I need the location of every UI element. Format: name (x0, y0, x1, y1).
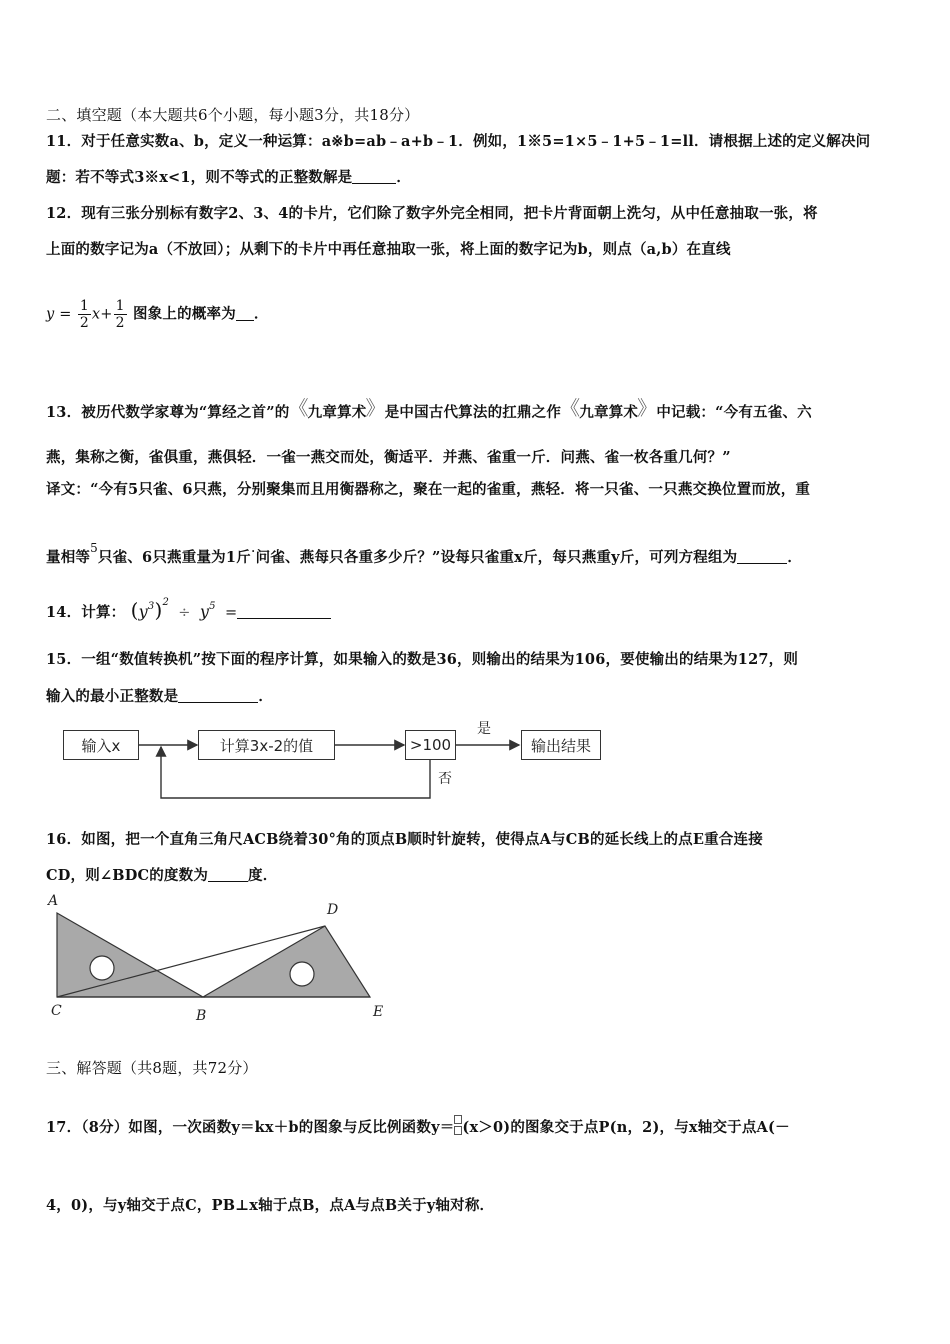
point-d-label: D (327, 902, 339, 918)
line-equation-x: x+ (91, 306, 113, 323)
flow-output-label: 输出结果 (530, 736, 591, 755)
section-heading: 三、解答题（共8题，共72分） (46, 1059, 258, 1077)
q15-text: 输入的最小正整数是 (46, 688, 179, 705)
q15-line1: 15．一组“数值转换机”按下面的程序计算，如果输入的数是36，则输出的结果为106，要使输出的结果为127，则 (46, 651, 799, 668)
section-heading: 二、填空题（本大题共6个小题，每小题3分，共18分） (46, 106, 420, 124)
q13-text-b: 只雀、6只燕重量为1斤 (97, 549, 251, 566)
triangle-dbe (203, 926, 370, 997)
q13-line1 (46, 392, 812, 422)
exponent: 3 (147, 601, 155, 612)
flow-input-label: 输入x (81, 736, 121, 755)
q13-line4: 量相等$^5$只雀、6只燕重量为1斤·问雀、燕每只各重多少斤？”设每只雀重x斤，每只燕重y斤，可列方程组为 ． (46, 541, 803, 566)
segment-cd (57, 926, 325, 997)
q12-line3 (46, 298, 269, 331)
q13-text-c: 问雀、燕每只各重多少斤？”设每只雀重x斤，每只燕重y斤，可列方程组为 (255, 549, 738, 566)
book-bracket-close: 》 (637, 396, 658, 420)
frac-num: 1 (79, 298, 89, 314)
q17-text-b: (x＞0)的图象交于点P(n，2)，与x轴交于点A(－ (462, 1119, 790, 1136)
point-a-label: A (48, 893, 59, 909)
stray-mark: 5 (90, 541, 98, 555)
answer-blank (237, 604, 331, 619)
q11-tail: ． (396, 169, 412, 186)
q14-label: 14．计算： (46, 604, 126, 621)
q13-text-a: 量相等 (46, 549, 91, 566)
answer-blank (352, 169, 396, 184)
book-title: 九章算术 (579, 404, 639, 421)
point-c-label: C (51, 1003, 62, 1019)
fraction-half (78, 298, 91, 331)
flow-condition-box (405, 730, 456, 760)
q12-tail: ． (253, 305, 269, 323)
frac-den: 2 (115, 315, 125, 331)
triangle-hole-left (90, 956, 114, 980)
flow-input-box (63, 730, 139, 760)
q11-text: 题：若不等式3※x<1，则不等式的正整数解是 (46, 169, 353, 186)
book-title: 九章算术 (307, 404, 367, 421)
exponent: 2 (162, 597, 170, 608)
q12-text: 图象上的概率为 (133, 305, 236, 323)
exponent: 5 (209, 601, 216, 612)
q11-line2 (46, 166, 411, 187)
point-e-label: E (373, 1004, 384, 1020)
answer-blank (236, 306, 254, 321)
q16-text: CD，则∠BDC的度数为 (46, 867, 209, 884)
q14-line (46, 597, 331, 622)
book-bracket-open: 《 (288, 396, 309, 420)
q17-line1 (46, 1114, 790, 1137)
equals-sign: = (224, 605, 238, 621)
divide-symbol: ÷ (178, 605, 191, 621)
power-expression: $(y^3)^2$ (130, 597, 170, 622)
flow-output-box (521, 730, 601, 760)
flow-condition-label: >100 (409, 736, 452, 754)
book-bracket-close: 》 (365, 396, 386, 420)
book-bracket-open: 《 (560, 396, 581, 420)
q12-line1: 12．现有三张分别标有数字2、3、4的卡片，它们除了数字外完全相同，把卡片背面朝上洗匀，从中任意抽取一张，将 (46, 205, 818, 222)
q13-text-c: 中记载：“今有五雀、六 (656, 404, 812, 421)
line-equation-lhs: y = (46, 306, 72, 323)
power-expression-2 (200, 602, 216, 621)
q16-line1: 16．如图，把一个直角三角尺ACB绕着30°角的顶点B顺时针旋转，使得点A与CB的延长线上的点E重合连接 (46, 831, 763, 848)
q13-line3: 译文：“今有5只雀、6只燕，分别聚集而且用衡器称之，聚在一起的雀重，燕轻．将一只雀、一只燕交换位置而放，重 (46, 481, 811, 498)
frac-den: 2 (79, 315, 89, 331)
answer-blank (178, 688, 258, 703)
fraction-half-2 (114, 298, 127, 331)
q15-tail: ． (258, 688, 274, 705)
q17-line2: 4，0)，与y轴交于点C，PB⊥x轴于点B，点A与点B关于y轴对称． (46, 1197, 495, 1214)
q16-tail: 度． (248, 867, 278, 884)
q13-tail: ． (787, 549, 803, 566)
base: y (199, 602, 210, 621)
answer-blank (208, 867, 248, 882)
q13-text-a: 13．被历代数学家尊为“算经之首”的 (46, 404, 290, 421)
flow-yes-label: 是 (477, 721, 491, 737)
q16-line2 (46, 864, 277, 885)
point-b-label: B (196, 1008, 207, 1024)
flow-compute-box (198, 730, 335, 760)
q13-line2: 燕，集称之衡，雀俱重，燕俱轻．一雀一燕交而处，衡适平．并燕、雀重一斤．问燕、雀一枚各重几何？” (46, 449, 731, 466)
q11-line1: 11．对于任意实数a、b，定义一种运算：a※b=ab﹣a+b﹣1．例如，1※5=1×5﹣1+5﹣1=ll．请根据上述的定义解决问 (46, 133, 871, 150)
answer-blank (737, 549, 787, 564)
flow-compute-label: 计算3x-2的值 (219, 736, 314, 755)
q15-line2 (46, 685, 273, 706)
triangle-hole-right (290, 962, 314, 986)
flow-no-label: 否 (438, 771, 452, 787)
frac-num: 1 (115, 298, 125, 314)
q13-text-b: 是中国古代算法的扛鼎之作 (384, 404, 562, 421)
triangle-acb (57, 913, 203, 997)
q17-text-a: 17．（8分）如图，一次函数y＝kx＋b的图象与反比例函数y＝ (46, 1119, 455, 1136)
q12-line2: 上面的数字记为a（不放回）；从剩下的卡片中再任意抽取一张，将上面的数字记为b，则点（a,b）在直线 (46, 241, 731, 258)
base: y (138, 602, 148, 621)
